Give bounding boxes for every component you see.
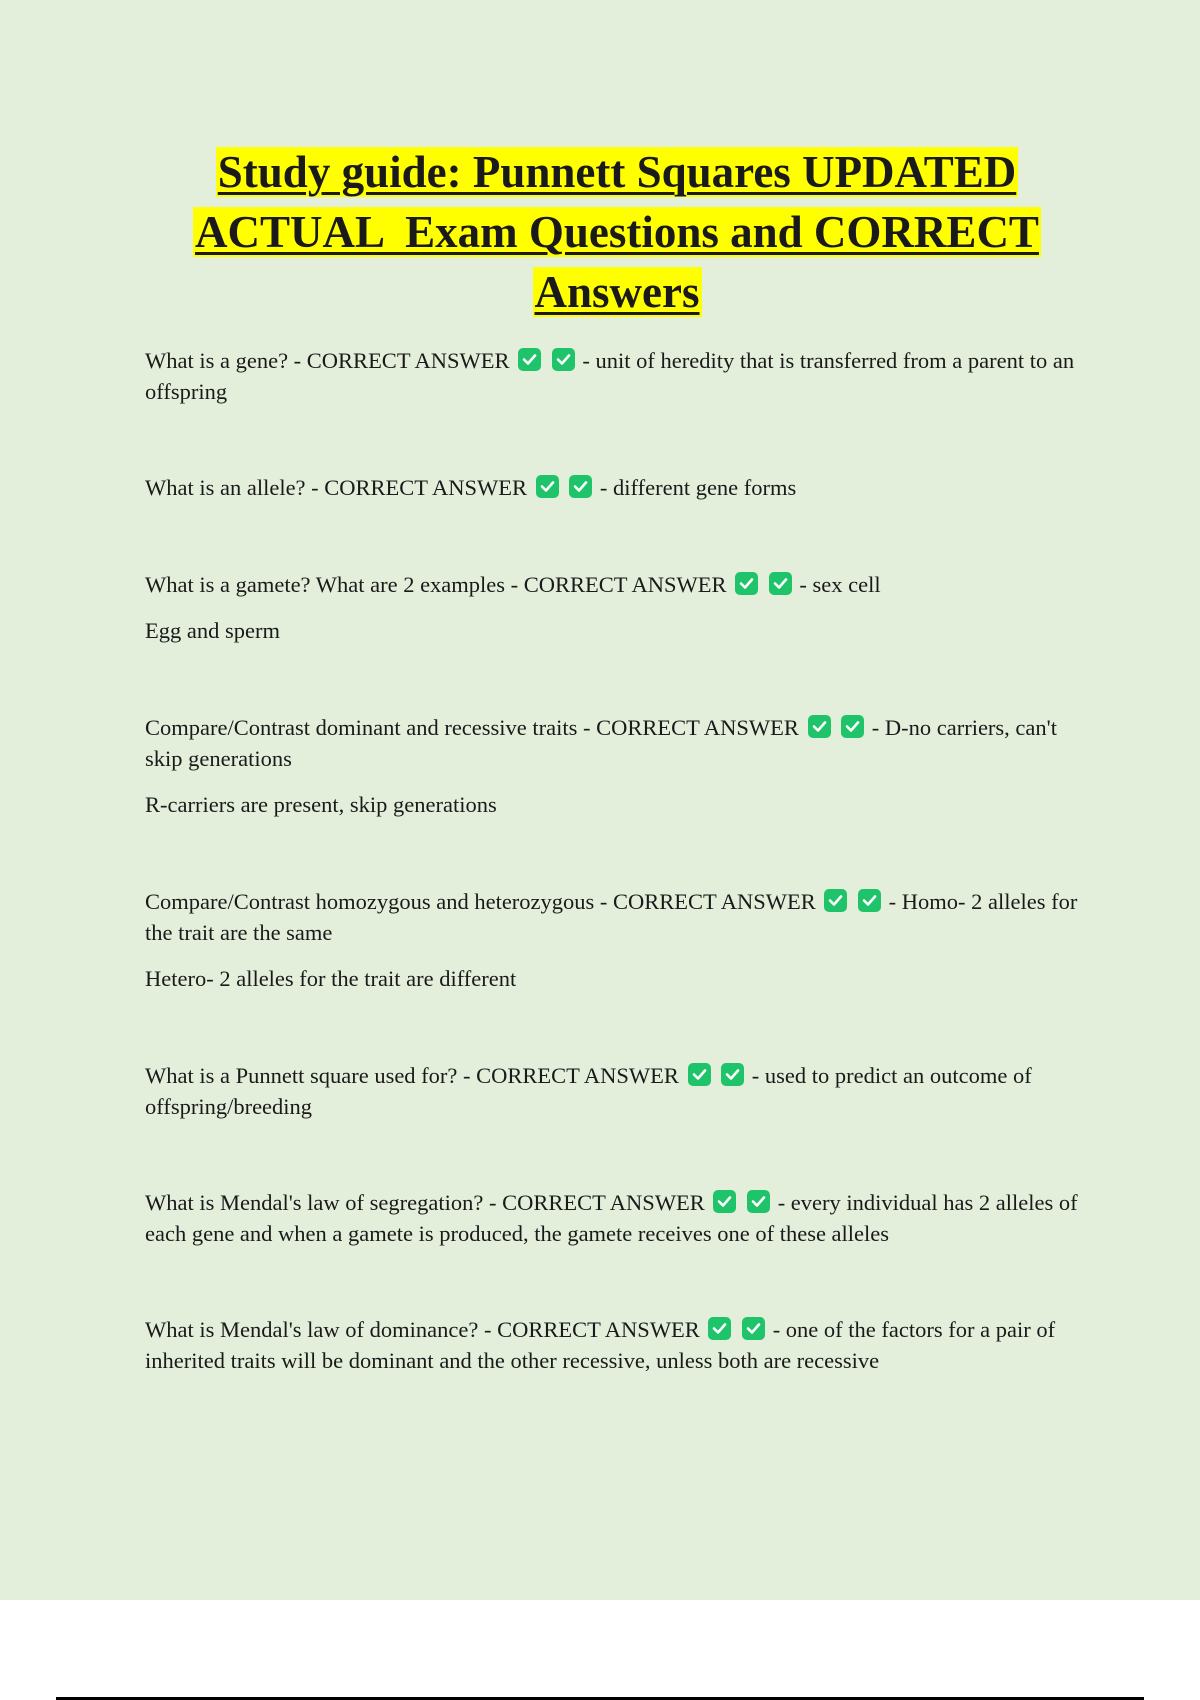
qa-item (145, 345, 1095, 407)
question-text: What is Mendal's law of dominance? - CORRECT ANSWER (145, 1317, 700, 1342)
question-text: Compare/Contrast homozygous and heterozygous - CORRECT ANSWER (145, 889, 816, 914)
title-line: Answers (534, 267, 700, 317)
answer-text: - every individual has 2 alleles of each gene and when a gamete is produced, the gamete receives one of these alleles (145, 1190, 1078, 1246)
qa-line (145, 472, 1095, 503)
qa-line (145, 345, 1095, 407)
qa-line (145, 886, 1095, 948)
check-square-icon (735, 572, 758, 595)
qa-line (145, 1060, 1095, 1122)
check-square-icon (688, 1063, 711, 1086)
answer-text: - one of the factors for a pair of inherited traits will be dominant and the other recessive, unless both are recessive (145, 1317, 1056, 1373)
qa-item (145, 569, 1095, 646)
answer-extra-line: R-carriers are present, skip generations (145, 792, 497, 817)
qa-item (145, 1060, 1095, 1122)
question-text: Compare/Contrast dominant and recessive traits - CORRECT ANSWER (145, 715, 799, 740)
check-square-icon (808, 715, 831, 738)
check-square-icon (742, 1317, 765, 1340)
qa-item (145, 1187, 1095, 1249)
check-square-icon (536, 475, 559, 498)
qa-item (145, 712, 1095, 820)
answer-text: - different gene forms (599, 475, 797, 500)
question-text: What is a gene? - CORRECT ANSWER (145, 348, 510, 373)
check-square-icon (569, 475, 592, 498)
check-square-icon (713, 1190, 736, 1213)
answer-text: - D-no carriers, can't skip generations (145, 715, 1057, 771)
title-line: Study guide: Punnett Squares UPDATED (217, 147, 1017, 197)
answer-text: - used to predict an outcome of offspring/breeding (145, 1063, 1032, 1119)
check-square-icon (824, 889, 847, 912)
check-square-icon (769, 572, 792, 595)
qa-line (145, 1187, 1095, 1249)
qa-item (145, 886, 1095, 994)
question-text: What is an allele? - CORRECT ANSWER (145, 475, 528, 500)
qa-item (145, 472, 1095, 503)
question-text: What is a gamete? What are 2 examples - CORRECT ANSWER (145, 572, 727, 597)
check-square-icon (721, 1063, 744, 1086)
question-text: What is Mendal's law of segregation? - CORRECT ANSWER (145, 1190, 705, 1215)
check-square-icon (552, 348, 575, 371)
qa-line (145, 1314, 1095, 1376)
document-title (100, 142, 1134, 322)
answer-text: - sex cell (799, 572, 881, 597)
qa-line (145, 569, 1095, 600)
answer-extra-line: Hetero- 2 alleles for the trait are different (145, 966, 517, 991)
title-line: ACTUAL Exam Questions and CORRECT (195, 207, 1039, 257)
check-square-icon (708, 1317, 731, 1340)
question-text: What is a Punnett square used for? - CORRECT ANSWER (145, 1063, 679, 1088)
check-square-icon (518, 348, 541, 371)
answer-text: - unit of heredity that is transferred from a parent to an offspring (145, 348, 1075, 404)
check-square-icon (841, 715, 864, 738)
check-square-icon (747, 1190, 770, 1213)
qa-item (145, 1314, 1095, 1376)
check-square-icon (858, 889, 881, 912)
answer-extra-line: Egg and sperm (145, 618, 280, 643)
answer-text: - Homo- 2 alleles for the trait are the same (145, 889, 1078, 945)
qa-line (145, 712, 1095, 774)
